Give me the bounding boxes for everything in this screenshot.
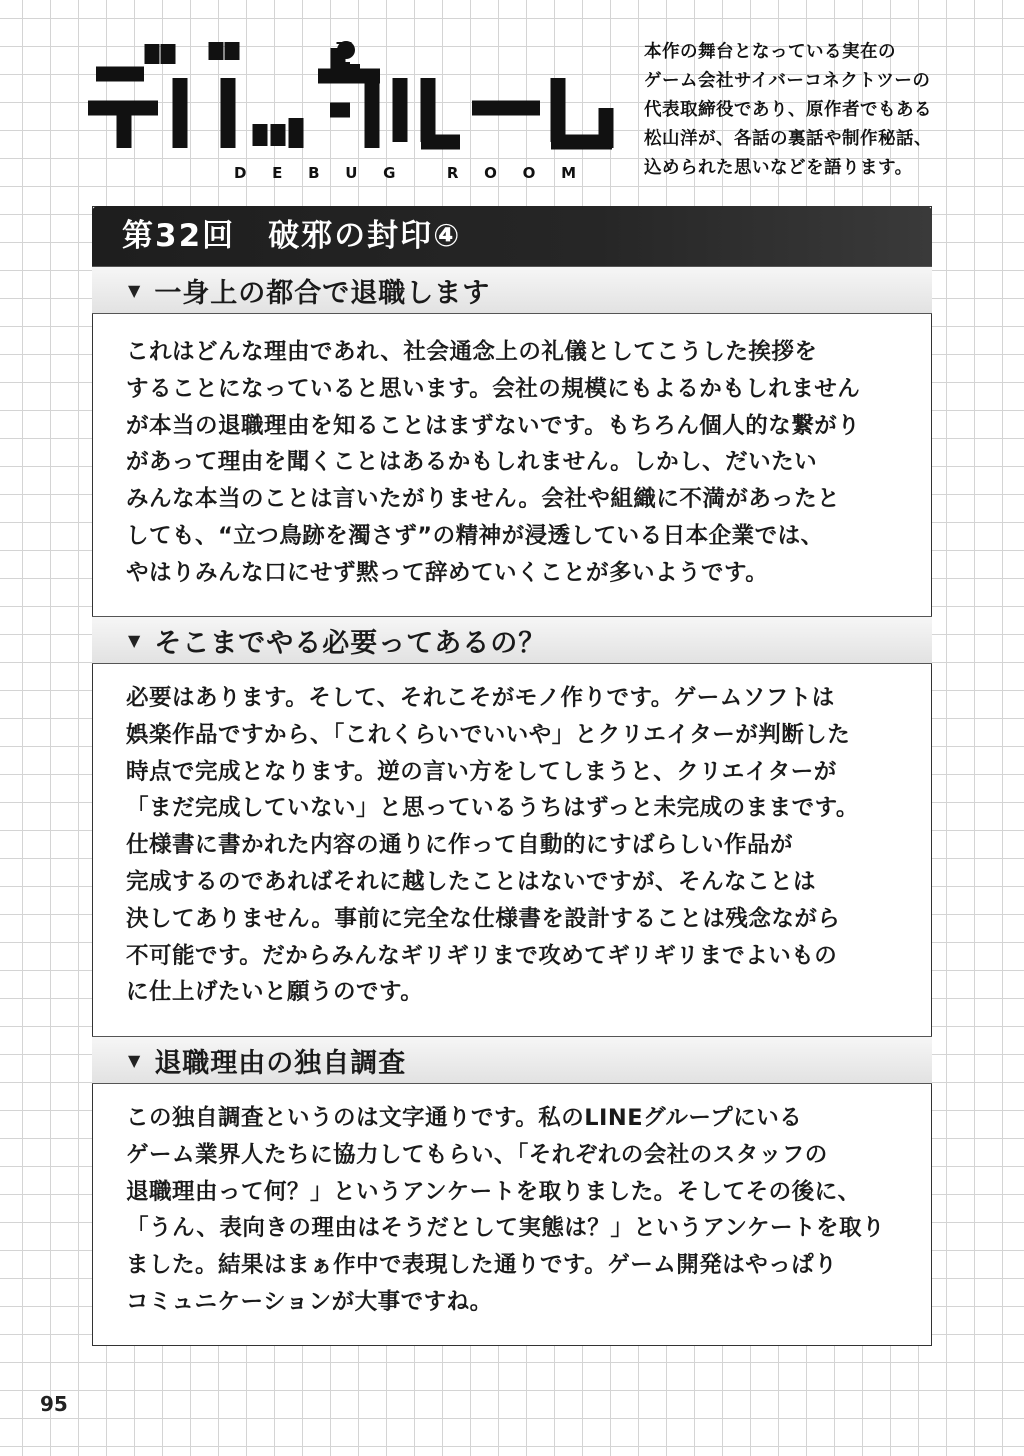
- section-title: 退職理由の独自調査: [154, 1047, 407, 1079]
- body-line: 「まだ完成していない」と思っているうちはずっと未完成のままです。: [126, 795, 859, 822]
- body-line: 決してありません。事前に完全な仕様書を設計することは残念ながら: [126, 905, 841, 932]
- body-line: があって理由を聞くことはあるかもしれません。しかし、だいたい: [126, 449, 818, 476]
- body-line: 不可能です。だからみんなギリギリまで攻めてギリギリまでよいもの: [126, 942, 838, 969]
- section-body: [126, 680, 916, 1011]
- section-title: そこまでやる必要ってあるの？: [154, 627, 547, 659]
- body-line: に仕上げたいと願うのです。: [126, 979, 424, 1006]
- logo-sub-letter: E: [272, 164, 283, 182]
- body-line: 仕様書に書かれた内容の通りに作って自動的にすばらしい作品が: [126, 832, 794, 859]
- logo-sub-letter: G: [383, 164, 396, 182]
- section-header: [92, 1036, 932, 1084]
- logo-sub-letter: D: [234, 164, 247, 182]
- body-line: 退職理由って何？」というアンケートを取りました。そしてその後に、: [126, 1178, 861, 1205]
- logo-sub-letter: M: [561, 164, 576, 182]
- body-line: ゲーム業界人たちに協力してもらい、「それぞれの会社のスタッフの: [126, 1141, 828, 1168]
- body-line: することになっていると思います。会社の規模にもよるかもしれません: [126, 375, 861, 402]
- debug-room-logo: [88, 38, 628, 188]
- triangle-down-icon: ▼: [128, 630, 141, 650]
- logo-dot: [337, 41, 355, 59]
- section-header: [92, 266, 932, 314]
- logo-sub-letter: O: [522, 164, 536, 182]
- section-title: 一身上の都合で退職します: [154, 277, 491, 309]
- body-line: やはりみんな口にせず黙って辞めていくことが多いようです。: [126, 559, 769, 586]
- section-body: [126, 334, 916, 592]
- body-line: みんな本当のことは言いたがりません。会社や組織に不満があったと: [126, 486, 841, 513]
- triangle-down-icon: ▼: [128, 1050, 141, 1070]
- body-line: 完成するのであればそれに越したことはないですが、そんなことは: [126, 868, 817, 895]
- body-line: コミュニケーションが大事ですね。: [126, 1288, 493, 1315]
- section-body: [126, 1100, 916, 1321]
- section-header: [92, 616, 932, 664]
- article-title: 第32回 破邪の封印④: [92, 206, 932, 266]
- body-line: 娯楽作品ですから、「これくらいでいいや」とクリエイターが判断した: [126, 721, 851, 748]
- logo-sub-letter: U: [345, 164, 358, 182]
- triangle-down-icon: ▼: [128, 280, 141, 300]
- body-line: これはどんな理由であれ、社会通念上の礼儀としてこうした挨拶を: [126, 339, 818, 365]
- body-line: が本当の退職理由を知ることはまずないです。もちろん個人的な繋がり: [126, 412, 861, 439]
- logo-sub-letter: R: [446, 164, 459, 182]
- body-line: しても、“立つ鳥跡を濁さず”の精神が浸透している日本企業では、: [126, 522, 824, 549]
- body-line: 必要はあります。そして、それこそがモノ作りです。ゲームソフトは: [126, 685, 835, 711]
- column-intro: 本作の舞台となっている実在の ゲーム会社サイバーコネクトツーの 代表取締役であり、原作者でもある 松山洋が、各話の裏話や制作秘話、 込められた思いなどを語ります。: [644, 42, 932, 178]
- body-line: 「うん、表向きの理由はそうだとして実態は？」というアンケートを取り: [126, 1215, 886, 1242]
- body-line: ました。結果はまぁ作中で表現した通りです。ゲーム開発はやっぱり: [126, 1252, 838, 1279]
- body-line: この独自調査というのは文字通りです。私のLINEグループにいる: [126, 1105, 803, 1131]
- logo-subtitle: [234, 164, 576, 182]
- logo-sub-letter: B: [308, 164, 320, 182]
- logo-sub-letter: O: [484, 164, 497, 182]
- body-line: 時点で完成となります。逆の言い方をしてしまうと、クリエイターが: [126, 758, 837, 785]
- page-number: 95: [40, 1392, 68, 1416]
